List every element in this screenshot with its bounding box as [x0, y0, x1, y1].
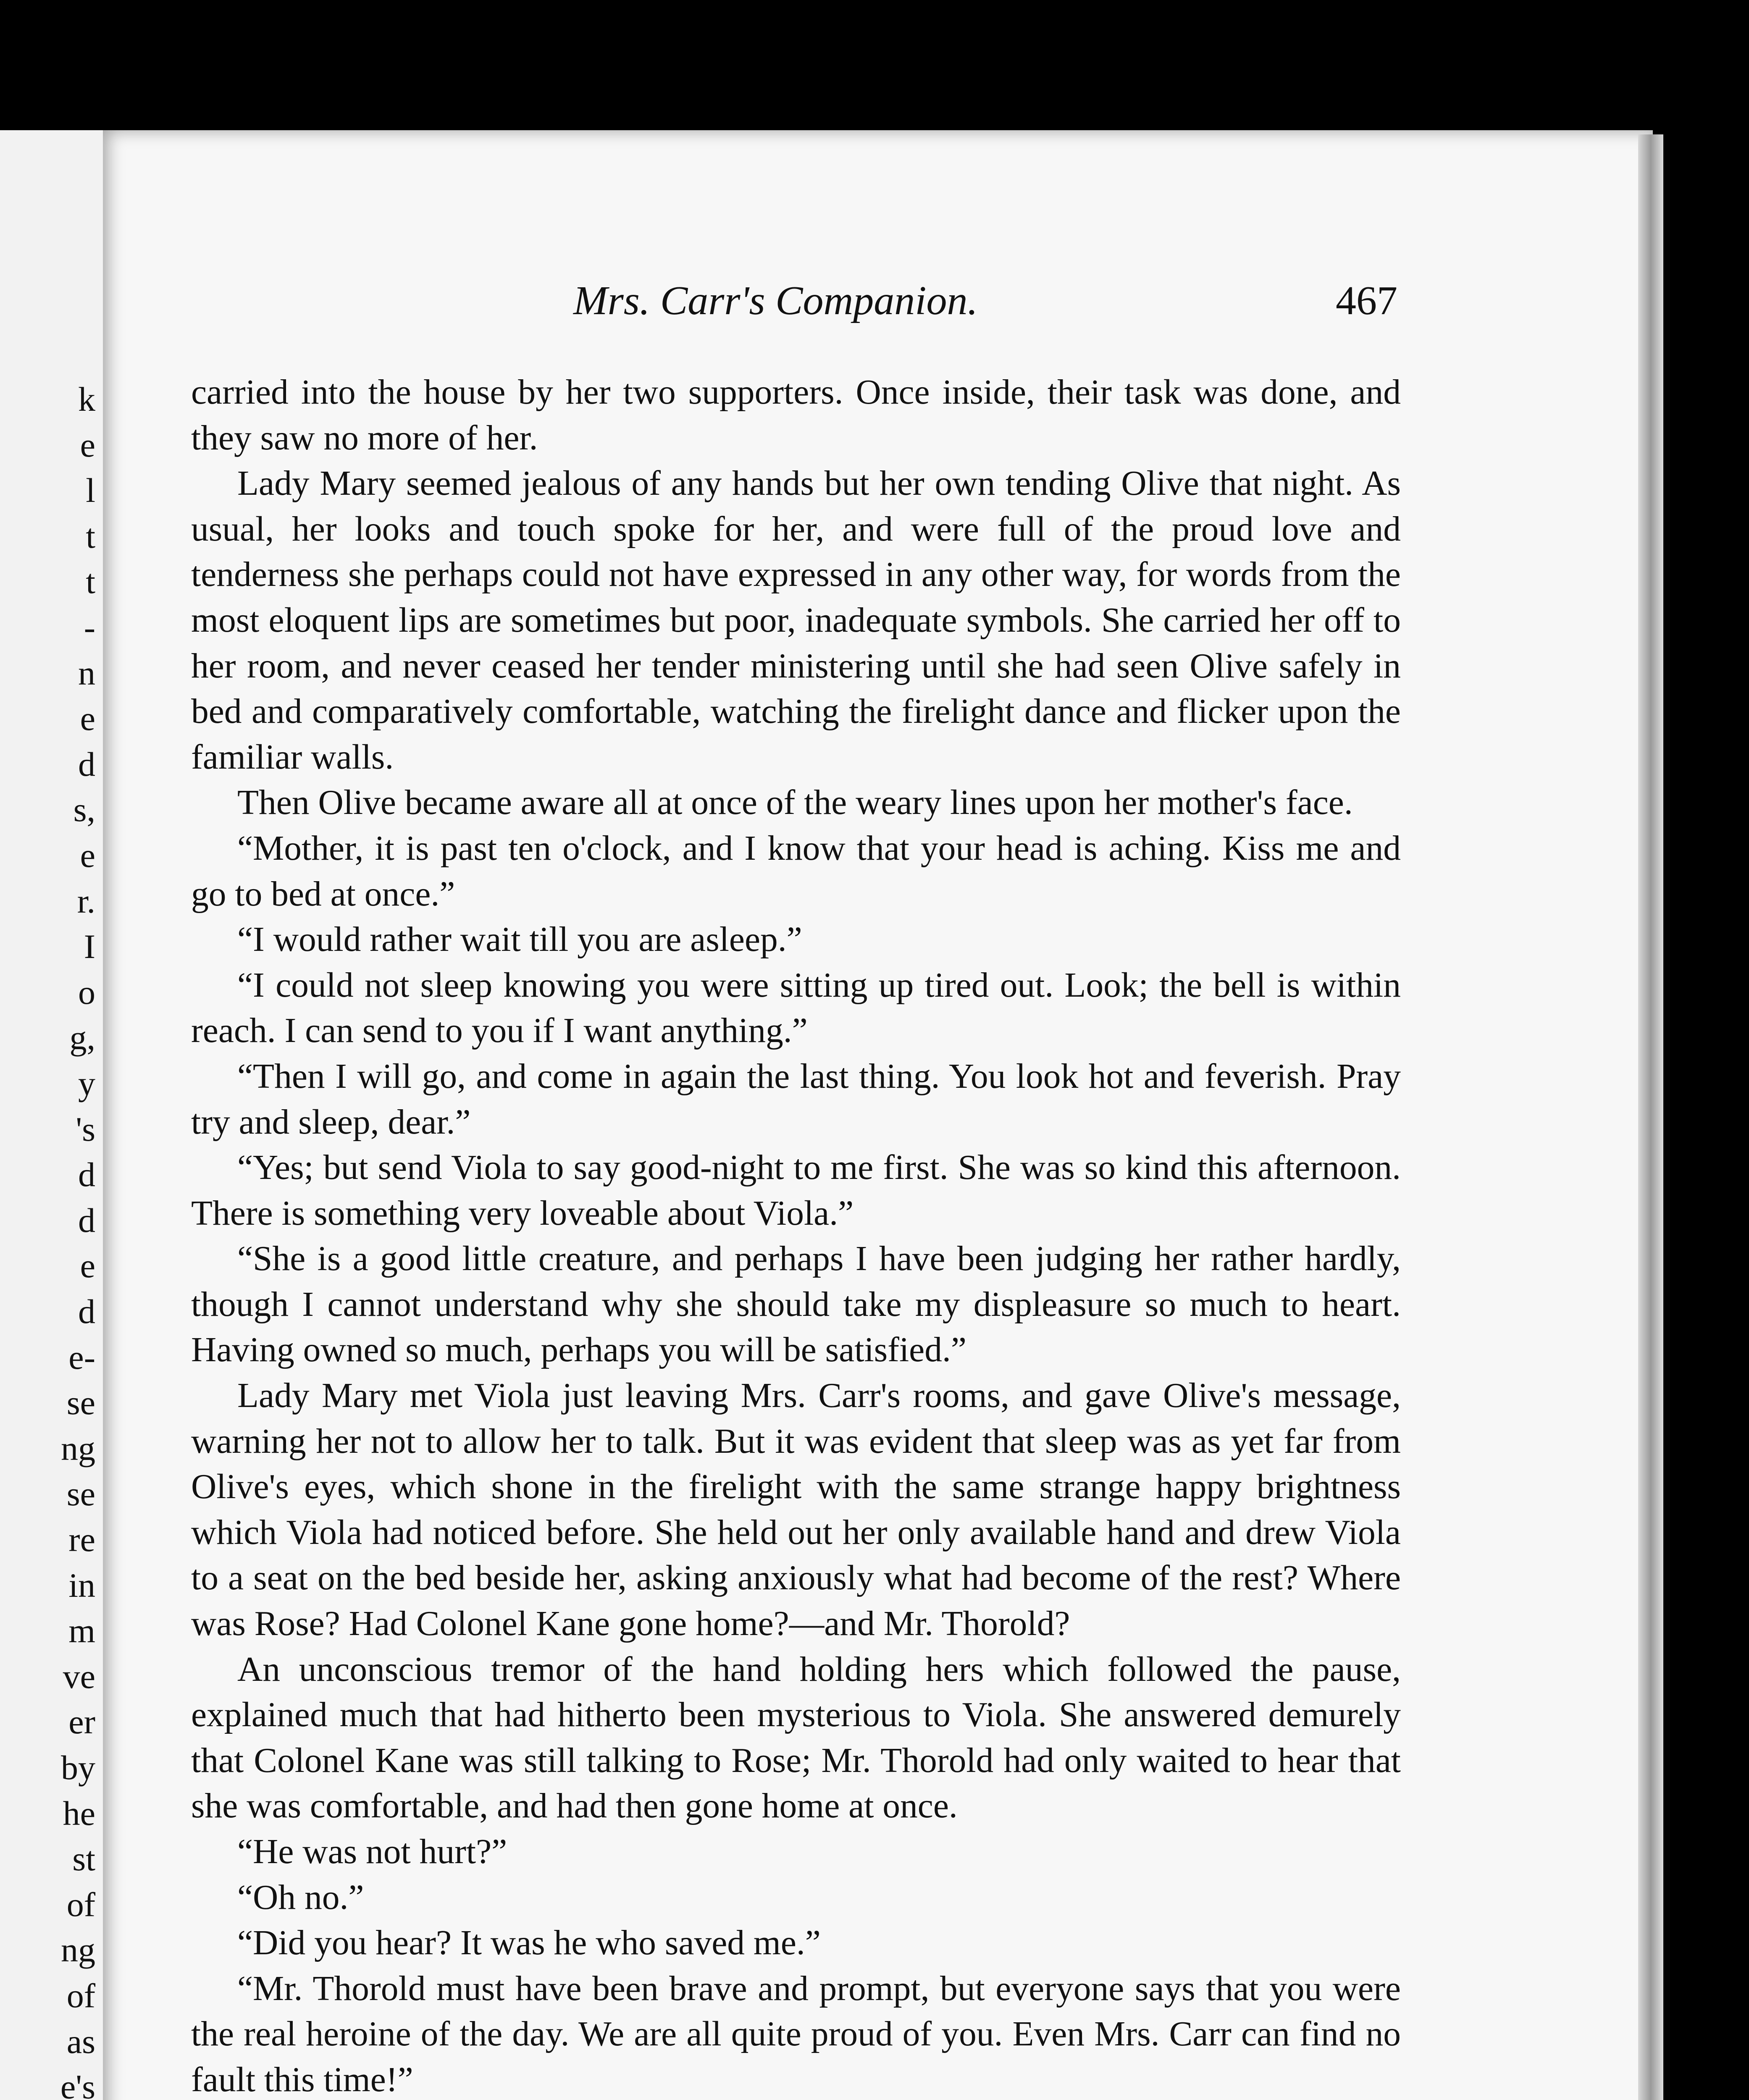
- facing-page-fragment: e's: [60, 2068, 95, 2100]
- paragraph: “She is a good little creature, and perhaps I have been judging her rather hardly, though I cannot understand why she should take my displeasure so much to heart. Having owned so much, perhaps you will be satisfied.”: [191, 1239, 1401, 1370]
- facing-page-fragment: in: [68, 1566, 95, 1604]
- facing-page-fragment: n: [78, 654, 95, 692]
- paragraph: “Mother, it is past ten o'clock, and I know that your head is aching. Kiss me and go to bed at once.”: [191, 829, 1401, 914]
- facing-page-fragment: s,: [73, 790, 95, 829]
- paragraph: Lady Mary seemed jealous of any hands but her own tending Olive that night. As usual, her looks and touch spoke for her, and were full of the proud love and tenderness she perhaps could not have expressed in any other way, for words from the most eloquent lips are sometimes but poor, inadequate symbols. She carried her off to her room, and never ceased her tender ministering until she had seen Olive safely in bed and comparatively comfortable, watching the firelight dance and flicker upon the familiar walls.: [191, 464, 1401, 777]
- facing-page-fragment: l: [86, 471, 95, 510]
- facing-page-fragment: of: [66, 1977, 95, 2015]
- page-number: 467: [1336, 278, 1397, 323]
- facing-page-fragment: y: [78, 1064, 95, 1102]
- page-edge: [1638, 134, 1663, 2100]
- facing-page-fragment: k: [78, 380, 95, 418]
- facing-page-fragment: d: [78, 1155, 95, 1194]
- facing-page-fragment: of: [66, 1885, 95, 1924]
- facing-page-fragment: g,: [69, 1018, 95, 1057]
- facing-page-fragment: ve: [63, 1657, 95, 1696]
- facing-page-fragment: se: [66, 1383, 95, 1422]
- facing-page-fragment: e: [80, 836, 95, 874]
- running-head: Mrs. Carr's Companion.: [573, 278, 978, 323]
- paragraph: carried into the house by her two supporters. Once inside, their task was done, and they saw no more of her.: [191, 373, 1401, 457]
- facing-page-fragment: se: [66, 1475, 95, 1513]
- facing-page-fragment: r.: [77, 882, 95, 920]
- facing-page-fragment: e: [80, 699, 95, 738]
- facing-page-fragment: st: [72, 1840, 95, 1878]
- facing-page-fragment: d: [78, 745, 95, 783]
- facing-page-fragment: re: [68, 1520, 95, 1559]
- paragraph: “Then I will go, and come in again the last thing. You look hot and feverish. Pray try and sleep, dear.”: [191, 1057, 1401, 1142]
- facing-page-fragment: he: [63, 1794, 95, 1832]
- facing-page-fragment: o: [78, 973, 95, 1011]
- facing-page-fragment: ng: [61, 1429, 95, 1467]
- facing-page-fragment: er: [68, 1703, 95, 1741]
- facing-page-fragment: -: [84, 608, 95, 646]
- paragraph: Lady Mary met Viola just leaving Mrs. Carr's rooms, and gave Olive's message, warning her not to allow her to talk. But it was evident that sleep was as yet far from Olive's eyes, which shone in the firelight with the same strange happy brightness which Viola had noticed before. She held out her only available hand and drew Viola to a seat on the bed beside her, asking anxiously what had become of the rest? Where was Rose? Had Colonel Kane gone home?—and Mr. Thorold?: [191, 1376, 1401, 1643]
- paragraph: “Did you hear? It was he who saved me.”: [237, 1924, 821, 1963]
- paragraph: An unconscious tremor of the hand holding hers which followed the pause, explained much that had hitherto been mysterious to Viola. She answered demurely that Colonel Kane was still talking to Rose; Mr. Thorold had only waited to hear that she was comfortable, and had then gone home at once.: [191, 1650, 1401, 1826]
- facing-page-fragment: e: [80, 1247, 95, 1285]
- facing-page-fragment: e-: [68, 1338, 95, 1376]
- paragraph: “He was not hurt?”: [237, 1832, 507, 1871]
- facing-page-fragment: d: [78, 1292, 95, 1331]
- facing-page-fragment: t: [86, 517, 95, 555]
- facing-page-fragment: as: [66, 2022, 95, 2061]
- facing-page-fragment: by: [61, 1748, 95, 1787]
- paragraph: “I could not sleep knowing you were sitting up tired out. Look; the bell is within reach. I can send to you if I want anything.”: [191, 966, 1401, 1050]
- paragraph: “Yes; but send Viola to say good-night to me first. She was so kind this afternoon. There is something very loveable about Viola.”: [191, 1148, 1401, 1233]
- paragraph: “I would rather wait till you are asleep.”: [237, 920, 802, 959]
- paragraph: “Mr. Thorold must have been brave and prompt, but everyone says that you were the real heroine of the day. We are all quite proud of you. Even Mrs. Carr can find no fault this time!”: [191, 1969, 1401, 2099]
- left-page-edge: [0, 130, 105, 2100]
- paragraph: Then Olive became aware all at once of the weary lines upon her mother's face.: [237, 783, 1353, 822]
- facing-page-fragment: m: [68, 1612, 95, 1650]
- facing-page-fragment: d: [78, 1201, 95, 1239]
- facing-page-fragment: e: [80, 425, 95, 464]
- facing-page-fragment: t: [86, 562, 95, 601]
- facing-page-fragment: I: [84, 927, 95, 966]
- paragraph: “Oh no.”: [237, 1878, 364, 1917]
- facing-page-fragment: 's: [76, 1110, 95, 1148]
- body-text: [191, 370, 1401, 2100]
- facing-page-fragment: ng: [61, 1931, 95, 1969]
